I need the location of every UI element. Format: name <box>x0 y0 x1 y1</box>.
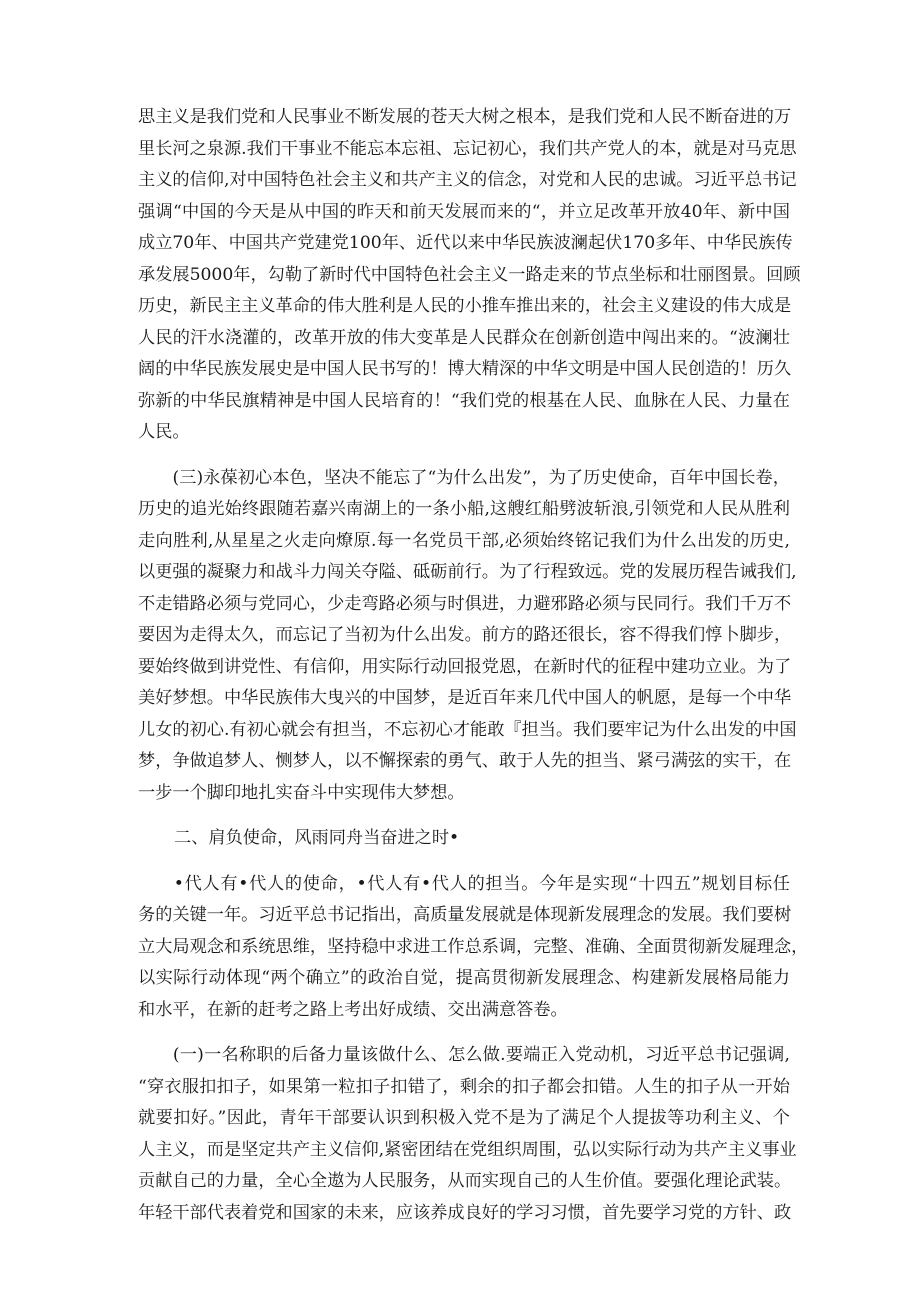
text-line: 以更强的凝聚力和战斗力闯关夺隘、砥砺前行。为了行程致远。党的发展历程告诫我们, <box>138 562 797 582</box>
text-line: 不走错路必须与党同心，少走弯路必须与时俱进，力避邪路必须与民同行。我们千万不 <box>138 593 792 614</box>
text-line: 梦，争做追梦人、恻梦人，以不懈探索的勇气、敢于人先的担当、紧弓满弦的实干，在 <box>138 751 792 771</box>
text-line: 年轻干部代表着党和国家的未来，应该养成良好的学习习惯，首先要学习党的方针、政 <box>138 1202 792 1223</box>
text-line: 人主义，而是坚定共产主义信仰,紧密团结在党组织周围，弘以实际行动为共产主义事业 <box>138 1139 797 1160</box>
text-line: 二、肩负使命，风雨同舟当奋进之时• <box>174 828 460 848</box>
text-line: •代人有•代人的使命，•代人有•代人的担当。今年是实现“十四五”规划目标任 <box>138 873 790 894</box>
text-line: 儿女的初心.有初心就会有担当，不忘初心才能敢『担当。我们要牢记为什么出发的中国 <box>138 719 797 740</box>
paragraph-gap <box>138 809 790 823</box>
text-line: 成立70年、中国共产党建党100年、近代以来中华民族波澜起伏170多年、中华民族传 <box>138 233 793 253</box>
text-line: 历史的追光始终跟随若嘉兴南湖上的一条小船,这艘红船劈波斩浪,引领党和人民从胜利 <box>138 499 790 519</box>
text-line: 人民的汗水浇灌的，改革开放的伟大变革是人民群众在创新创造中闯出来的。“波澜壮 <box>138 327 790 348</box>
text-line: 弥新的中华民旗精神是中国人民培育的！“我们党的根基在人民、血脉在人民、力量在 <box>138 390 790 411</box>
section-heading-mission <box>138 823 790 855</box>
paragraph-gap <box>138 449 790 463</box>
text-line: 走向胜利,从星星之火走向燎原.每一名党员干部,必须始终铭记我们为什么出发的历史, <box>138 530 790 551</box>
paragraph-gap <box>138 1026 790 1040</box>
text-line: 阔的中华民族发展史是中国人民书写的！博大精深的中华文明是中国人民创造的！历久 <box>138 359 792 379</box>
text-line: 务的关键一年。习近平总书记指出，高质量发展就是体现新发展理念的发展。我们要树 <box>138 905 792 925</box>
text-line: 就要扣好。”因此，青年干部要认识到积极入党不是为了满足个人提拔等功利主义、个 <box>138 1108 790 1128</box>
text-line: 强调“中国的今天是从中国的昨天和前天发展而来的“，并立足改革开放40年、新中国 <box>138 201 790 222</box>
text-line: 立大局观念和系统思维，坚持稳中求进工作总系调，完整、准确、全面贯彻新发屣理念， <box>138 936 809 957</box>
text-line: 美好梦想。中华民族伟大曳兴的中国梦，是近百年来几代中国人的帆愿，是每一个中华 <box>138 688 792 708</box>
text-line: 要始终做到讲党性、有信仰，用实际行动回报党恩，在新时代的征程中建功立业。为了 <box>138 656 792 677</box>
paragraph-generation-mission <box>138 869 809 1027</box>
text-line: 承发展5000年，勾勒了新时代中国特色社会主义一路走来的节点坐标和壮丽图景。回顾 <box>138 264 801 285</box>
text-line: 一步一个脚印地扎实奋斗中实现伟大梦想。 <box>138 782 465 803</box>
text-line: 贡献自己的力量，全心全遨为人民服务，从而实现自己的人生价值。要强化理论武装。 <box>138 1171 792 1191</box>
text-line: (三)永葆初心本色，坚决不能忘了“为什么出发”，为了历史使命，百年中国长卷， <box>138 467 790 488</box>
text-line: 历史，新民主主义革命的伟大胜利是人民的小推车推出来的，社会主义建设的伟大成是 <box>138 296 792 316</box>
text-line: 主义的信仰,对中国特色社会主义和共产主义的信念，对党和人民的忠诚。习近平总书记 <box>138 170 797 190</box>
text-line: (一)一名称职的后备力量该做什么、怎么做.要端正入党动机，习近平总书记强调, <box>138 1045 790 1065</box>
document-page <box>138 102 809 1229</box>
paragraph-gap <box>138 855 790 869</box>
text-line: 思主义是我们党和人民事业不断发展的苍天大树之根本，是我们党和人民不断奋进的万 <box>138 107 792 127</box>
paragraph-reserve-force <box>138 1040 797 1229</box>
text-line: 里长河之泉源.我们干事业不能忘本忘祖、忘记初心，我们共产党人的本，就是对马克思 <box>138 138 797 159</box>
text-line: 要因为走得太久，而忘记了当初为什么出发。前方的路还很长，容不得我们惇卜脚步， <box>138 625 792 645</box>
text-line: 和水平，在新的赶考之路上考出好成绩、交出满意答卷。 <box>138 999 568 1020</box>
text-line: “穿衣服扣扣子，如果第一粒扣子扣错了，剩余的扣子都会扣错。人生的扣子从一开始 <box>138 1076 790 1097</box>
paragraph-original-aspiration <box>138 463 797 810</box>
paragraph-marxism-roots <box>138 102 801 449</box>
text-line: 人民。 <box>138 422 190 442</box>
text-line: 以实际行动体现“两个确立”的政治自觉，提高贯彻新发展理念、构建新发展格局能力 <box>138 968 790 988</box>
